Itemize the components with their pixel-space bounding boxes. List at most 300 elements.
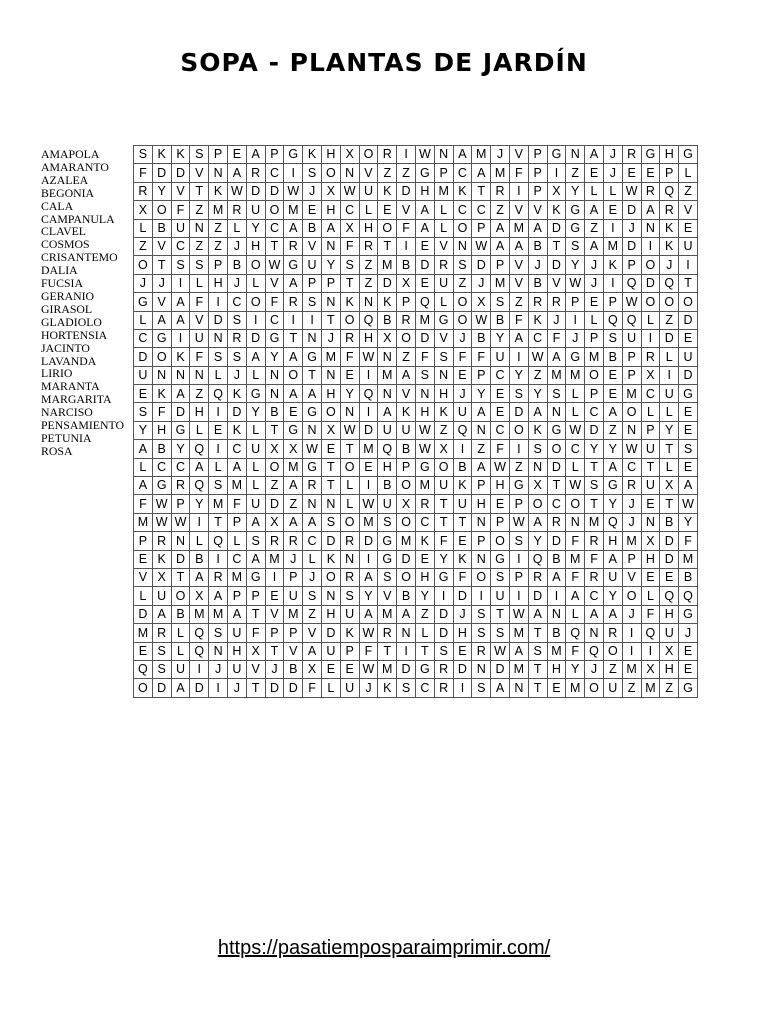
grid-cell[interactable]: H	[660, 605, 679, 623]
grid-cell[interactable]: Y	[528, 532, 547, 550]
grid-cell[interactable]: P	[585, 385, 604, 403]
grid-cell[interactable]: J	[134, 274, 153, 292]
grid-cell[interactable]: L	[340, 477, 359, 495]
grid-cell[interactable]: C	[622, 458, 641, 476]
grid-cell[interactable]: B	[190, 550, 209, 568]
grid-cell[interactable]: V	[679, 201, 698, 219]
grid-cell[interactable]: A	[284, 513, 303, 531]
grid-cell[interactable]: A	[321, 219, 340, 237]
grid-cell[interactable]: D	[152, 164, 171, 182]
grid-cell[interactable]: D	[152, 679, 171, 697]
grid-cell[interactable]: V	[397, 385, 416, 403]
grid-cell[interactable]: G	[265, 329, 284, 347]
grid-cell[interactable]: K	[303, 146, 322, 164]
grid-cell[interactable]: K	[321, 550, 340, 568]
grid-cell[interactable]: S	[190, 146, 209, 164]
grid-cell[interactable]: L	[190, 274, 209, 292]
grid-cell[interactable]: O	[265, 458, 284, 476]
grid-cell[interactable]: I	[397, 237, 416, 255]
grid-cell[interactable]: V	[378, 587, 397, 605]
grid-cell[interactable]: Z	[415, 605, 434, 623]
grid-cell[interactable]: A	[246, 513, 265, 531]
grid-cell[interactable]: M	[209, 495, 228, 513]
grid-cell[interactable]: V	[134, 568, 153, 586]
grid-cell[interactable]: I	[171, 274, 190, 292]
grid-cell[interactable]: I	[359, 550, 378, 568]
grid-cell[interactable]: I	[303, 311, 322, 329]
grid-cell[interactable]: G	[303, 403, 322, 421]
grid-cell[interactable]: M	[359, 513, 378, 531]
grid-cell[interactable]: Y	[434, 550, 453, 568]
grid-cell[interactable]: E	[453, 532, 472, 550]
grid-cell[interactable]: R	[265, 532, 284, 550]
grid-cell[interactable]: V	[434, 237, 453, 255]
grid-cell[interactable]: W	[491, 458, 510, 476]
grid-cell[interactable]: M	[359, 440, 378, 458]
grid-cell[interactable]: R	[378, 624, 397, 642]
grid-cell[interactable]: I	[171, 329, 190, 347]
grid-cell[interactable]: M	[209, 201, 228, 219]
grid-cell[interactable]: B	[227, 256, 246, 274]
grid-cell[interactable]: A	[472, 403, 491, 421]
grid-cell[interactable]: A	[528, 219, 547, 237]
grid-cell[interactable]: N	[528, 458, 547, 476]
grid-cell[interactable]: Y	[585, 440, 604, 458]
grid-cell[interactable]: A	[585, 146, 604, 164]
grid-cell[interactable]: T	[284, 329, 303, 347]
grid-cell[interactable]: B	[528, 237, 547, 255]
grid-cell[interactable]: Z	[265, 477, 284, 495]
grid-cell[interactable]: F	[190, 293, 209, 311]
grid-cell[interactable]: Q	[641, 624, 660, 642]
grid-cell[interactable]: N	[547, 605, 566, 623]
grid-cell[interactable]: R	[152, 532, 171, 550]
grid-cell[interactable]: M	[566, 550, 585, 568]
grid-cell[interactable]: D	[359, 532, 378, 550]
grid-cell[interactable]: L	[585, 182, 604, 200]
grid-cell[interactable]: U	[660, 624, 679, 642]
grid-cell[interactable]: O	[453, 219, 472, 237]
grid-cell[interactable]: L	[566, 605, 585, 623]
grid-cell[interactable]: Q	[603, 311, 622, 329]
grid-cell[interactable]: U	[340, 679, 359, 697]
grid-cell[interactable]: J	[472, 274, 491, 292]
grid-cell[interactable]: Q	[134, 660, 153, 678]
grid-cell[interactable]: I	[209, 440, 228, 458]
grid-cell[interactable]: C	[227, 293, 246, 311]
grid-cell[interactable]: A	[378, 403, 397, 421]
grid-cell[interactable]: J	[566, 329, 585, 347]
grid-cell[interactable]: A	[472, 164, 491, 182]
grid-cell[interactable]: P	[528, 146, 547, 164]
grid-cell[interactable]: U	[641, 477, 660, 495]
grid-cell[interactable]: X	[660, 477, 679, 495]
grid-cell[interactable]: M	[603, 237, 622, 255]
grid-cell[interactable]: J	[453, 329, 472, 347]
grid-cell[interactable]: M	[227, 568, 246, 586]
grid-cell[interactable]: F	[190, 348, 209, 366]
grid-cell[interactable]: V	[265, 274, 284, 292]
grid-cell[interactable]: I	[284, 164, 303, 182]
grid-cell[interactable]: K	[453, 477, 472, 495]
grid-cell[interactable]: K	[152, 146, 171, 164]
grid-cell[interactable]: F	[641, 605, 660, 623]
grid-cell[interactable]: L	[566, 458, 585, 476]
grid-cell[interactable]: R	[585, 532, 604, 550]
grid-cell[interactable]: V	[152, 293, 171, 311]
grid-cell[interactable]: E	[622, 164, 641, 182]
grid-cell[interactable]: T	[434, 513, 453, 531]
grid-cell[interactable]: P	[528, 164, 547, 182]
grid-cell[interactable]: U	[321, 642, 340, 660]
grid-cell[interactable]: R	[603, 624, 622, 642]
grid-cell[interactable]: O	[660, 293, 679, 311]
grid-cell[interactable]: U	[378, 495, 397, 513]
grid-cell[interactable]: J	[227, 679, 246, 697]
grid-cell[interactable]: A	[528, 605, 547, 623]
grid-cell[interactable]: Z	[603, 660, 622, 678]
grid-cell[interactable]: E	[491, 495, 510, 513]
grid-cell[interactable]: T	[528, 679, 547, 697]
grid-cell[interactable]: E	[641, 568, 660, 586]
grid-cell[interactable]: P	[603, 293, 622, 311]
grid-cell[interactable]: D	[622, 201, 641, 219]
grid-cell[interactable]: R	[340, 532, 359, 550]
grid-cell[interactable]: A	[585, 201, 604, 219]
grid-cell[interactable]: H	[378, 458, 397, 476]
grid-cell[interactable]: P	[209, 256, 228, 274]
grid-cell[interactable]: M	[415, 477, 434, 495]
grid-cell[interactable]: T	[585, 458, 604, 476]
grid-cell[interactable]: X	[340, 219, 359, 237]
grid-cell[interactable]: C	[134, 329, 153, 347]
grid-cell[interactable]: S	[509, 385, 528, 403]
grid-cell[interactable]: S	[547, 385, 566, 403]
grid-cell[interactable]: E	[453, 642, 472, 660]
grid-cell[interactable]: A	[453, 146, 472, 164]
grid-cell[interactable]: P	[303, 274, 322, 292]
grid-cell[interactable]: E	[585, 293, 604, 311]
grid-cell[interactable]: Z	[397, 164, 416, 182]
grid-cell[interactable]: F	[434, 532, 453, 550]
grid-cell[interactable]: B	[660, 513, 679, 531]
grid-cell[interactable]: I	[359, 403, 378, 421]
grid-cell[interactable]: R	[547, 293, 566, 311]
grid-cell[interactable]: M	[641, 679, 660, 697]
grid-cell[interactable]: U	[603, 679, 622, 697]
grid-cell[interactable]: S	[190, 256, 209, 274]
grid-cell[interactable]: T	[246, 605, 265, 623]
grid-cell[interactable]: V	[246, 660, 265, 678]
grid-cell[interactable]: C	[528, 329, 547, 347]
grid-cell[interactable]: W	[303, 440, 322, 458]
grid-cell[interactable]: O	[340, 458, 359, 476]
grid-cell[interactable]: N	[585, 624, 604, 642]
grid-cell[interactable]: V	[397, 201, 416, 219]
grid-cell[interactable]: N	[340, 550, 359, 568]
grid-cell[interactable]: E	[641, 164, 660, 182]
grid-cell[interactable]: L	[209, 458, 228, 476]
grid-cell[interactable]: A	[227, 605, 246, 623]
grid-cell[interactable]: O	[585, 366, 604, 384]
grid-cell[interactable]: Z	[528, 366, 547, 384]
grid-cell[interactable]: C	[566, 440, 585, 458]
grid-cell[interactable]: E	[491, 385, 510, 403]
grid-cell[interactable]: W	[472, 237, 491, 255]
grid-cell[interactable]: Z	[491, 201, 510, 219]
grid-cell[interactable]: N	[434, 366, 453, 384]
grid-cell[interactable]: I	[603, 219, 622, 237]
grid-cell[interactable]: U	[641, 440, 660, 458]
grid-cell[interactable]: G	[415, 458, 434, 476]
grid-cell[interactable]: D	[397, 660, 416, 678]
grid-cell[interactable]: F	[547, 329, 566, 347]
grid-cell[interactable]: G	[434, 311, 453, 329]
grid-cell[interactable]: O	[321, 403, 340, 421]
grid-cell[interactable]: U	[434, 274, 453, 292]
grid-cell[interactable]: M	[378, 605, 397, 623]
grid-cell[interactable]: O	[566, 495, 585, 513]
grid-cell[interactable]: A	[246, 550, 265, 568]
grid-cell[interactable]: D	[585, 421, 604, 439]
grid-cell[interactable]: G	[246, 568, 265, 586]
grid-cell[interactable]: A	[415, 201, 434, 219]
grid-cell[interactable]: L	[585, 311, 604, 329]
grid-cell[interactable]: I	[359, 366, 378, 384]
grid-cell[interactable]: Y	[603, 440, 622, 458]
grid-cell[interactable]: M	[547, 366, 566, 384]
grid-cell[interactable]: Z	[378, 164, 397, 182]
grid-cell[interactable]: R	[152, 624, 171, 642]
grid-cell[interactable]: O	[453, 311, 472, 329]
grid-cell[interactable]: M	[679, 550, 698, 568]
grid-cell[interactable]: F	[415, 348, 434, 366]
grid-cell[interactable]: D	[453, 587, 472, 605]
grid-cell[interactable]: L	[246, 458, 265, 476]
grid-cell[interactable]: V	[434, 329, 453, 347]
grid-cell[interactable]: W	[340, 182, 359, 200]
grid-cell[interactable]: D	[321, 532, 340, 550]
grid-cell[interactable]: U	[303, 256, 322, 274]
grid-cell[interactable]: Z	[434, 421, 453, 439]
grid-cell[interactable]: F	[566, 642, 585, 660]
grid-cell[interactable]: M	[190, 605, 209, 623]
grid-cell[interactable]: S	[453, 256, 472, 274]
grid-cell[interactable]: R	[340, 329, 359, 347]
grid-cell[interactable]: T	[547, 237, 566, 255]
grid-cell[interactable]: I	[209, 550, 228, 568]
grid-cell[interactable]: O	[246, 256, 265, 274]
grid-cell[interactable]: C	[227, 440, 246, 458]
grid-cell[interactable]: W	[566, 421, 585, 439]
grid-cell[interactable]: L	[434, 201, 453, 219]
grid-cell[interactable]: W	[509, 605, 528, 623]
grid-cell[interactable]: N	[209, 329, 228, 347]
grid-cell[interactable]: Q	[622, 274, 641, 292]
grid-cell[interactable]: P	[284, 624, 303, 642]
grid-cell[interactable]: N	[641, 219, 660, 237]
grid-cell[interactable]: S	[340, 256, 359, 274]
grid-cell[interactable]: Y	[134, 421, 153, 439]
grid-cell[interactable]: X	[641, 660, 660, 678]
grid-cell[interactable]: Z	[284, 495, 303, 513]
grid-cell[interactable]: C	[491, 366, 510, 384]
grid-cell[interactable]: X	[528, 477, 547, 495]
grid-cell[interactable]: X	[378, 329, 397, 347]
grid-cell[interactable]: Q	[359, 385, 378, 403]
grid-cell[interactable]: D	[246, 329, 265, 347]
grid-cell[interactable]: T	[491, 605, 510, 623]
grid-cell[interactable]: M	[209, 605, 228, 623]
grid-cell[interactable]: C	[491, 421, 510, 439]
grid-cell[interactable]: L	[660, 403, 679, 421]
grid-cell[interactable]: N	[321, 587, 340, 605]
grid-cell[interactable]: L	[171, 624, 190, 642]
grid-cell[interactable]: Y	[660, 421, 679, 439]
grid-cell[interactable]: T	[265, 421, 284, 439]
grid-cell[interactable]: D	[190, 679, 209, 697]
grid-cell[interactable]: L	[660, 348, 679, 366]
grid-cell[interactable]: H	[359, 219, 378, 237]
grid-cell[interactable]: I	[453, 440, 472, 458]
grid-cell[interactable]: J	[321, 329, 340, 347]
grid-cell[interactable]: N	[472, 660, 491, 678]
grid-cell[interactable]: P	[284, 568, 303, 586]
grid-cell[interactable]: D	[415, 329, 434, 347]
grid-cell[interactable]: T	[209, 513, 228, 531]
grid-cell[interactable]: P	[434, 164, 453, 182]
grid-cell[interactable]: U	[622, 329, 641, 347]
grid-cell[interactable]: S	[415, 366, 434, 384]
grid-cell[interactable]: X	[641, 366, 660, 384]
grid-cell[interactable]: O	[603, 642, 622, 660]
grid-cell[interactable]: F	[679, 532, 698, 550]
grid-cell[interactable]: D	[434, 624, 453, 642]
grid-cell[interactable]: W	[472, 311, 491, 329]
grid-cell[interactable]: A	[641, 201, 660, 219]
grid-cell[interactable]: S	[209, 624, 228, 642]
grid-cell[interactable]: K	[378, 679, 397, 697]
grid-cell[interactable]: M	[622, 532, 641, 550]
grid-cell[interactable]: B	[171, 605, 190, 623]
grid-cell[interactable]: E	[415, 550, 434, 568]
grid-cell[interactable]: J	[585, 660, 604, 678]
grid-cell[interactable]: E	[585, 164, 604, 182]
grid-cell[interactable]: W	[679, 495, 698, 513]
grid-cell[interactable]: S	[340, 587, 359, 605]
grid-cell[interactable]: Y	[491, 329, 510, 347]
grid-cell[interactable]: Q	[209, 385, 228, 403]
grid-cell[interactable]: M	[284, 605, 303, 623]
grid-cell[interactable]: P	[528, 182, 547, 200]
grid-cell[interactable]: P	[472, 477, 491, 495]
grid-cell[interactable]: V	[359, 164, 378, 182]
grid-cell[interactable]: S	[152, 660, 171, 678]
grid-cell[interactable]: A	[547, 568, 566, 586]
grid-cell[interactable]: W	[359, 495, 378, 513]
grid-cell[interactable]: M	[585, 348, 604, 366]
grid-cell[interactable]: Q	[453, 421, 472, 439]
grid-cell[interactable]: L	[603, 182, 622, 200]
grid-cell[interactable]: M	[265, 550, 284, 568]
grid-cell[interactable]: C	[585, 403, 604, 421]
grid-cell[interactable]: A	[585, 605, 604, 623]
grid-cell[interactable]: D	[209, 311, 228, 329]
grid-cell[interactable]: N	[622, 421, 641, 439]
grid-cell[interactable]: D	[265, 182, 284, 200]
grid-cell[interactable]: O	[340, 311, 359, 329]
grid-cell[interactable]: S	[209, 348, 228, 366]
grid-cell[interactable]: E	[679, 329, 698, 347]
grid-cell[interactable]: T	[321, 458, 340, 476]
grid-cell[interactable]: K	[453, 182, 472, 200]
grid-cell[interactable]: O	[434, 458, 453, 476]
grid-cell[interactable]: H	[491, 477, 510, 495]
grid-cell[interactable]: Y	[566, 256, 585, 274]
grid-cell[interactable]: G	[378, 550, 397, 568]
grid-cell[interactable]: N	[340, 403, 359, 421]
grid-cell[interactable]: R	[641, 182, 660, 200]
grid-cell[interactable]: H	[434, 385, 453, 403]
grid-cell[interactable]: N	[190, 366, 209, 384]
grid-cell[interactable]: N	[171, 532, 190, 550]
grid-cell[interactable]: H	[415, 403, 434, 421]
grid-cell[interactable]: Q	[603, 513, 622, 531]
grid-cell[interactable]: Z	[209, 219, 228, 237]
grid-cell[interactable]: M	[415, 311, 434, 329]
grid-cell[interactable]: H	[321, 146, 340, 164]
grid-cell[interactable]: P	[622, 366, 641, 384]
grid-cell[interactable]: M	[566, 366, 585, 384]
grid-cell[interactable]: W	[415, 440, 434, 458]
grid-cell[interactable]: N	[321, 366, 340, 384]
grid-cell[interactable]: I	[660, 366, 679, 384]
grid-cell[interactable]: O	[171, 587, 190, 605]
grid-cell[interactable]: A	[303, 642, 322, 660]
grid-cell[interactable]: R	[284, 237, 303, 255]
grid-cell[interactable]: N	[152, 366, 171, 384]
grid-cell[interactable]: U	[171, 219, 190, 237]
grid-cell[interactable]: S	[134, 403, 153, 421]
grid-cell[interactable]: S	[378, 568, 397, 586]
grid-cell[interactable]: J	[603, 164, 622, 182]
grid-cell[interactable]: N	[303, 421, 322, 439]
grid-cell[interactable]: O	[547, 440, 566, 458]
grid-cell[interactable]: Z	[660, 679, 679, 697]
grid-cell[interactable]: K	[378, 293, 397, 311]
grid-cell[interactable]: U	[246, 495, 265, 513]
grid-cell[interactable]: K	[603, 256, 622, 274]
grid-cell[interactable]: V	[284, 642, 303, 660]
grid-cell[interactable]: P	[491, 256, 510, 274]
grid-cell[interactable]: A	[171, 293, 190, 311]
grid-cell[interactable]: V	[509, 274, 528, 292]
grid-cell[interactable]: I	[397, 146, 416, 164]
grid-cell[interactable]: P	[171, 495, 190, 513]
grid-cell[interactable]: R	[491, 182, 510, 200]
grid-cell[interactable]: Y	[152, 182, 171, 200]
grid-cell[interactable]: T	[378, 237, 397, 255]
grid-cell[interactable]: G	[303, 348, 322, 366]
grid-cell[interactable]: X	[660, 642, 679, 660]
grid-cell[interactable]: M	[227, 477, 246, 495]
grid-cell[interactable]: L	[359, 201, 378, 219]
grid-cell[interactable]: L	[641, 311, 660, 329]
grid-cell[interactable]: A	[472, 458, 491, 476]
grid-cell[interactable]: X	[321, 182, 340, 200]
grid-cell[interactable]: I	[509, 182, 528, 200]
grid-cell[interactable]: Y	[340, 385, 359, 403]
